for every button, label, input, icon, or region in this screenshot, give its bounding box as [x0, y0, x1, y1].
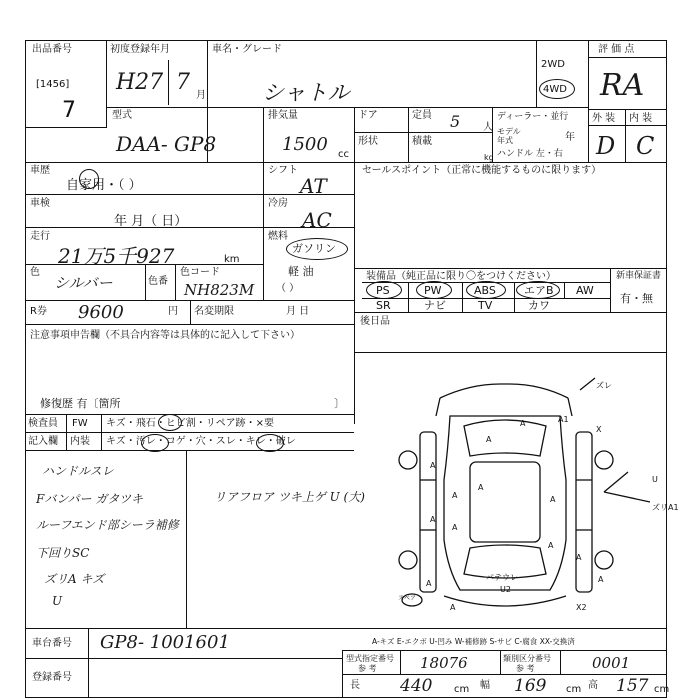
color-value: シルバー — [54, 274, 113, 292]
repair-label: 修復歴 有〔箇所 — [40, 397, 121, 410]
equip-aw: AW — [576, 284, 594, 297]
row1-label: 検査員 — [28, 418, 58, 429]
divider — [400, 650, 401, 674]
notes-title: 注意事項申告欄（不具合内容等は具体的に記入して下さい） — [30, 330, 300, 341]
divider — [106, 40, 107, 127]
drive-2wd: 2WD — [541, 59, 565, 70]
divider — [25, 450, 354, 451]
diagram-mark: A — [550, 495, 556, 504]
divider — [462, 282, 463, 312]
divider — [186, 450, 187, 628]
divider — [342, 650, 667, 651]
divider — [66, 414, 67, 450]
divider — [168, 60, 169, 105]
ext-grade: D — [596, 132, 616, 160]
divider — [354, 162, 355, 424]
equip-ps: PS — [376, 284, 390, 297]
length-label: 長 — [350, 680, 360, 691]
diagram-mark: A — [430, 515, 436, 524]
divider — [25, 658, 342, 659]
divider — [263, 162, 264, 300]
door-label: ドア — [358, 110, 378, 121]
diagram-mark: ズレ — [596, 381, 612, 390]
diagram-mark: パテウレ — [486, 573, 518, 582]
ac-label: 冷房 — [268, 198, 288, 209]
spare-label: スペア — [398, 595, 417, 602]
diagram-mark: A1 — [558, 415, 569, 424]
drive-4wd: 4WD — [543, 84, 567, 95]
shift-label: シフト — [268, 165, 298, 176]
car-diagram — [390, 370, 680, 630]
equip-sr: SR — [376, 299, 391, 312]
equip-pw: PW — [424, 284, 442, 297]
divider — [588, 57, 667, 58]
displacement: 1500 — [282, 134, 328, 155]
cm-unit: cm — [454, 684, 470, 695]
diagram-mark: A — [520, 419, 526, 428]
row1-items: キズ・飛石・ヒビ割・リペア跡・×要 — [106, 418, 274, 429]
diagram-mark: ズリA1 — [652, 503, 679, 512]
first-reg-label: 初度登録年月 — [110, 44, 170, 55]
ref-label: 参 考 — [516, 664, 535, 673]
divider — [588, 125, 667, 126]
width-label: 幅 — [480, 680, 490, 691]
divider — [560, 650, 561, 674]
rating-label: 評 価 点 — [598, 44, 635, 55]
fuel-other: （ ） — [276, 283, 300, 294]
car-name-label: 車名・グレード — [212, 44, 282, 55]
divider — [536, 40, 537, 108]
meigi-value: 月 日 — [286, 306, 310, 317]
divider — [625, 109, 626, 162]
car-name: シャトル — [262, 81, 350, 106]
divider — [263, 107, 264, 162]
cm-unit: cm — [566, 684, 582, 695]
equip-leather: カワ — [528, 299, 550, 312]
displacement-label: 排気量 — [268, 110, 298, 121]
class-no-label: 類別区分番号 — [503, 654, 551, 663]
divider — [588, 40, 589, 162]
first-reg-year: H27 — [116, 70, 164, 95]
sales-title: セールスポイント（正常に機能するものに限ります） — [362, 165, 602, 176]
repair-close: 〕 — [334, 397, 345, 410]
diagram-mark: A — [430, 461, 436, 470]
divider — [354, 268, 667, 269]
lot-number: 7 — [62, 98, 76, 123]
divider — [25, 414, 354, 415]
mileage-value: 21万5千927 — [58, 244, 175, 268]
capacity-label: 定員 — [412, 110, 432, 121]
comment-line: 下回りSC — [36, 546, 90, 560]
shift-value: AT — [300, 174, 327, 198]
divider — [106, 107, 588, 108]
diagram-mark: A — [486, 435, 492, 444]
type-no-label: 型式指定番号 — [346, 654, 394, 663]
row2-label: 記入欄 — [28, 436, 58, 447]
equip-tv: TV — [478, 299, 493, 312]
chassis-label: 車台番号 — [32, 638, 72, 649]
cm-unit: cm — [654, 684, 670, 695]
divider — [408, 107, 409, 162]
recycle-value: 9600 — [78, 302, 124, 323]
divider — [354, 132, 492, 133]
legend: A-キズ E-エクボ U-凹み W-補修跡 S-サビ C-腐食 XX-交換済 — [372, 637, 575, 646]
comment-line: ルーフエンド部シーラ補修 — [36, 518, 179, 532]
int-grade: C — [636, 132, 655, 160]
equip-circle-abs — [466, 281, 506, 299]
recycle-label: R券 — [30, 306, 47, 317]
divider — [25, 324, 354, 325]
divider — [564, 282, 565, 298]
ac-value: AC — [302, 208, 332, 232]
divider — [610, 268, 611, 312]
diagram-mark: A — [548, 541, 554, 550]
cc-unit: cc — [338, 149, 349, 160]
divider — [88, 628, 89, 698]
rating: RA — [600, 68, 645, 103]
color-code-label: 色コード — [180, 267, 220, 278]
mileage-label: 走行 — [30, 231, 50, 242]
divider — [25, 432, 354, 433]
width: 169 — [514, 676, 547, 696]
fuel-diesel: 軽 油 — [288, 265, 314, 278]
diagram-mark: A — [426, 579, 432, 588]
year-unit: 年 — [565, 132, 575, 143]
fuel-value: ガソリン — [292, 242, 336, 255]
equip-circle-ps — [366, 281, 402, 299]
history-value: 自家用・（ ） — [66, 178, 142, 193]
row2-circle-scuff — [256, 434, 284, 452]
diagram-mark: A — [450, 603, 456, 612]
first-reg-month: 7 — [176, 70, 190, 95]
handle-label: ハンドル 左・右 — [497, 149, 563, 159]
diagram-mark: A — [452, 523, 458, 532]
inspection-label: 車検 — [30, 198, 50, 209]
color-code: NH823M — [184, 281, 255, 299]
divider — [190, 300, 191, 324]
row2-tag: 内装 — [70, 436, 90, 447]
divider — [354, 352, 667, 353]
lot-code: [1456] — [36, 79, 70, 90]
month-unit: 月 — [196, 90, 206, 101]
row1-tag: FW — [72, 418, 88, 429]
history-circle — [79, 169, 99, 189]
equip-circle-airbag — [516, 281, 560, 299]
diagram-mark: A — [598, 575, 604, 584]
warranty-value: 有・無 — [620, 292, 653, 305]
meigi-label: 名変期限 — [194, 306, 234, 317]
shape-label: 形状 — [358, 136, 378, 147]
capacity: 5 — [450, 112, 461, 131]
model-year-label: モデル年式 — [497, 127, 521, 145]
row2-circle-dirt — [141, 434, 169, 452]
divider — [500, 650, 501, 674]
divider — [25, 162, 667, 163]
equip-abs: ABS — [474, 284, 496, 297]
diagram-mark: U — [652, 475, 658, 484]
int-label: 内 装 — [629, 113, 653, 124]
km-unit: km — [224, 254, 240, 265]
reg-label: 登録番号 — [32, 672, 72, 683]
ref-label: 参 考 — [358, 664, 377, 673]
divider — [408, 282, 409, 312]
color-no-label: 色番 — [148, 276, 168, 287]
color-label: 色 — [30, 267, 40, 278]
chassis-value: GP8- 1001601 — [100, 632, 230, 653]
divider — [588, 109, 667, 110]
equip-circle-pw — [416, 281, 452, 299]
height: 157 — [616, 676, 649, 696]
row2-items: キズ・汚レ・コゲ・穴・スレ・キレ・破レ — [106, 436, 296, 447]
ext-label: 外 装 — [592, 113, 616, 124]
diagram-mark: X2 — [576, 603, 587, 612]
model-label: 型式 — [112, 110, 132, 121]
class-no: 0001 — [592, 654, 631, 672]
divider — [175, 264, 176, 300]
comment-line: ズリA キズ — [44, 572, 105, 586]
equip-navi: ナビ — [424, 299, 446, 312]
diagram-mark: U2 — [500, 585, 511, 594]
equip-title: 装備品（純正品に限り〇をつけください） — [366, 271, 556, 282]
model: DAA- GP8 — [116, 132, 217, 156]
history-label: 車歴 — [30, 165, 50, 176]
height-label: 高 — [588, 680, 598, 691]
comment-line: U — [52, 594, 63, 608]
comment-line: Fバンパー ガタツキ — [36, 492, 143, 506]
diagram-mark: A — [452, 491, 458, 500]
divider — [101, 414, 102, 450]
diagram-mark: X — [596, 425, 602, 434]
divider — [145, 264, 146, 300]
type-no: 18076 — [420, 654, 468, 672]
kg-unit: kg — [484, 153, 494, 162]
diagram-mark: A — [576, 553, 582, 562]
divider — [25, 127, 107, 128]
load-label: 積載 — [412, 136, 432, 147]
divider — [514, 282, 515, 312]
after-label: 後日品 — [360, 316, 390, 327]
divider — [342, 674, 667, 675]
diagram-mark: A — [478, 483, 484, 492]
person-unit: 人 — [483, 122, 493, 133]
row1-circle — [158, 414, 182, 431]
divider — [354, 312, 667, 313]
fuel-label: 燃料 — [268, 231, 288, 242]
inspection-value: 年 月（ 日） — [114, 214, 188, 229]
yen-unit: 円 — [168, 306, 178, 317]
warranty-label: 新車保証書 — [616, 271, 662, 281]
comment-line: ハンドルスレ — [42, 464, 114, 478]
dealer-label: ディーラー・並行 — [497, 112, 569, 122]
divider — [354, 107, 355, 162]
equip-airbag: エアB — [524, 284, 554, 297]
comment-right: リアフロア ツキ上ゲ U (大) — [214, 490, 365, 504]
length: 440 — [400, 676, 433, 696]
lot-label: 出品番号 — [32, 44, 72, 55]
